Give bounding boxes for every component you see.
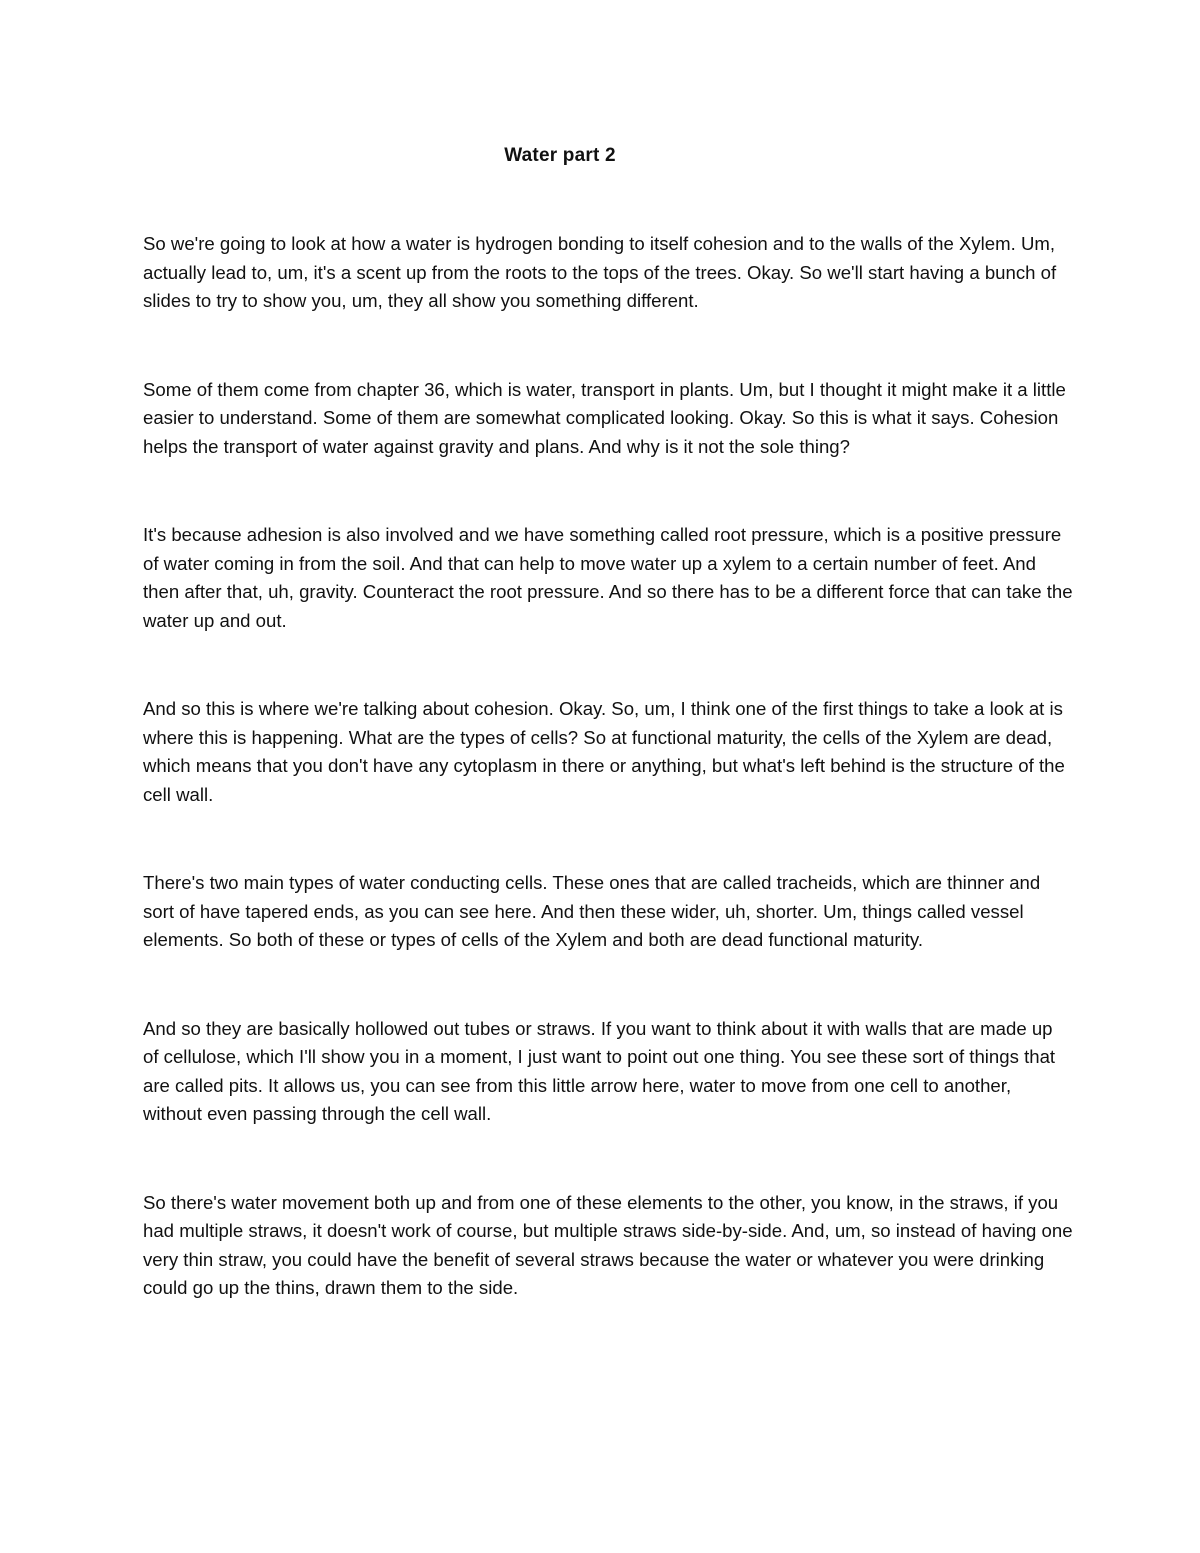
paragraph-1: So we're going to look at how a water is hydrogen bonding to itself cohesion and to the walls of the Xylem. Um, actually lead to, um, it's a scent up from the roots to the tops of the trees. Okay. So we'll start having a bunch of slides to try to show you, um, they all show you something different. <box>143 233 1057 311</box>
paragraph-4: And so this is where we're talking about cohesion. Okay. So, um, I think one of the first things to take a look at is where this is happening. What are the types of cells? So at functional maturity, the cells of the Xylem are dead, which means that you don't have any cytoplasm in there or anything, but what's left behind is the structure of the cell wall. <box>143 698 1065 805</box>
document-title: Water part 2 <box>504 145 616 166</box>
paragraph-5: There's two main types of water conducting cells. These ones that are called tracheids, which are thinner and sort of have tapered ends, as you can see here. And then these wider, uh, shorter. Um, things called vessel elements. So both of these or types of cells of the Xylem and both are dead functional maturity. <box>143 872 1041 950</box>
paragraph-2: Some of them come from chapter 36, which is water, transport in plants. Um, but I thought it might make it a little easier to understand. Some of them are somewhat complicated looking. Okay. So this is what it says. Cohesion helps the transport of water against gravity and plans. And why is it not the sole thing? <box>143 378 1066 457</box>
paragraph-7: So there's water movement both up and from one of these elements to the other, you know, in the straws, if you had multiple straws, it doesn't work of course, but multiple straws side-by-side. And, um, so instead of having one very thin straw, you could have the benefit of several straws because the water or whatever you were drinking could go up the thins, drawn them to the side. <box>143 1191 1073 1298</box>
paragraph-3: It's because adhesion is also involved and we have something called root pressure, which is a positive pressure of water coming in from the soil. And that can help to move water up a xylem to a certain number of feet. And then after that, uh, gravity. Counteract the root pressure. And so there has to be a different force that can take the water up and out. <box>143 524 1073 631</box>
paragraph-6: And so they are basically hollowed out tubes or straws. If you want to think about it with walls that are made up of cellulose, which I'll show you in a moment, I just want to point out one thing. You see these sort of things that are called pits. It allows us, you can see from this little arrow here, water to move from one cell to another, without even passing through the cell wall. <box>143 1017 1056 1124</box>
document-body <box>143 230 1073 1363</box>
